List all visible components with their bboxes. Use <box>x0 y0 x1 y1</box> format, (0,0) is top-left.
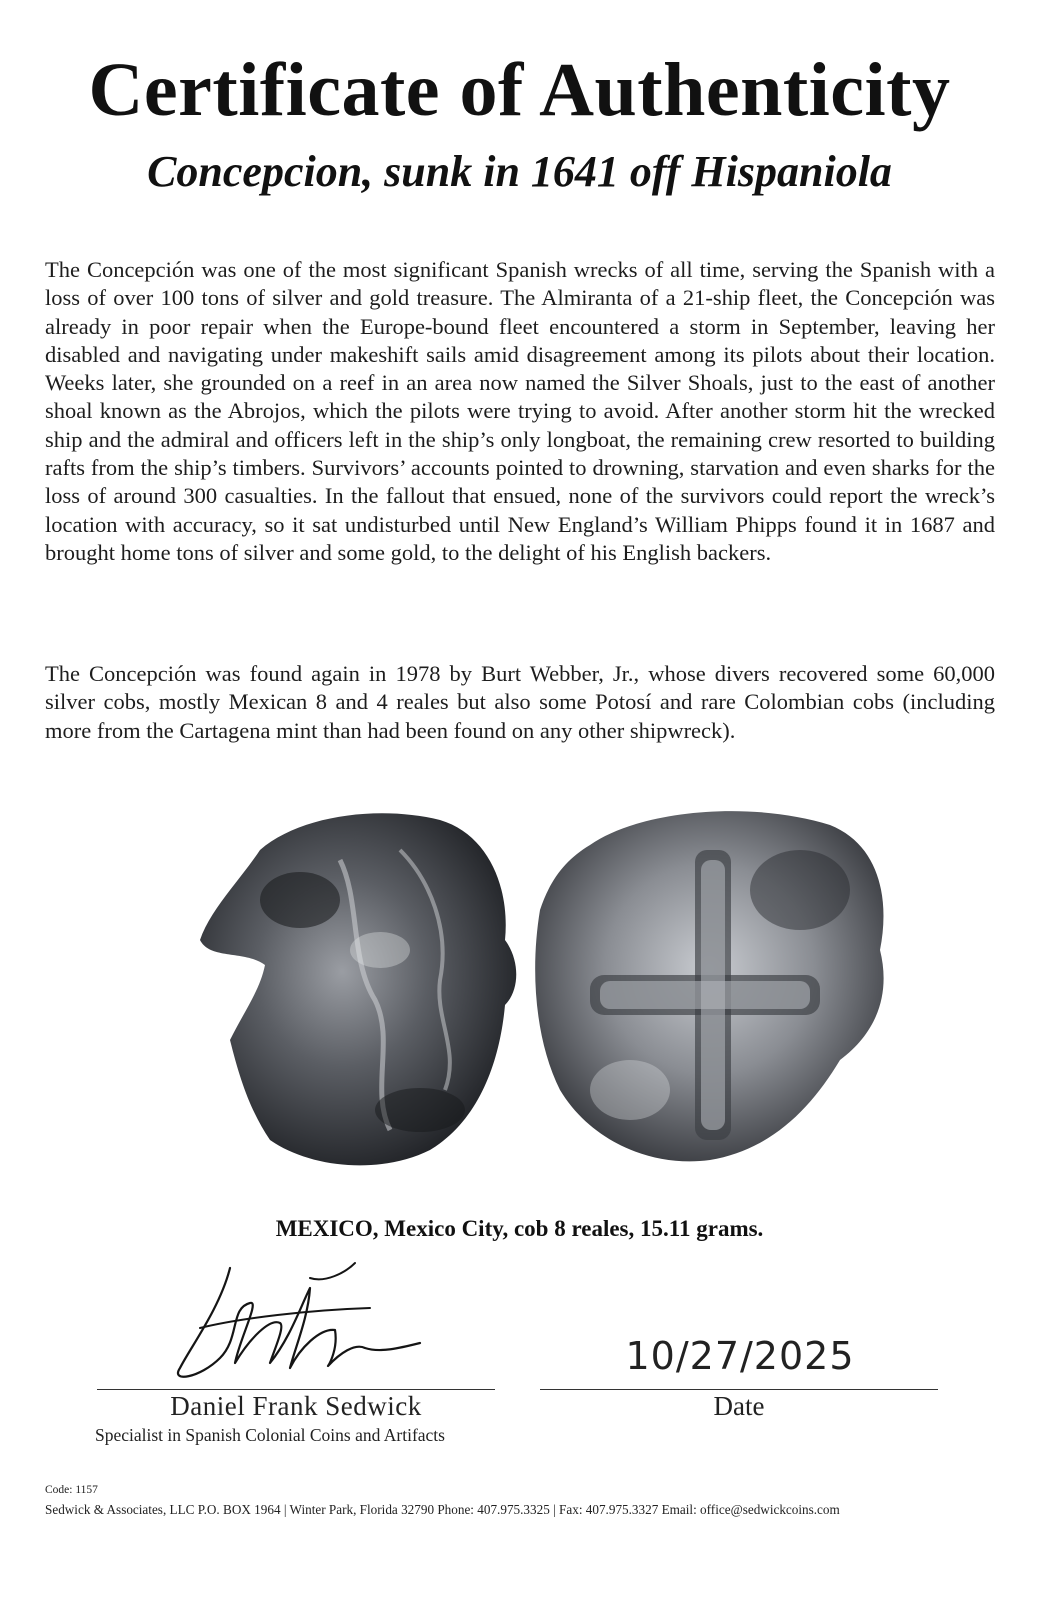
date-line <box>540 1389 938 1390</box>
history-paragraph-1: The Concepción was one of the most significant Spanish wrecks of all time, serving the Spanish with a loss of over 100 tons of silver and gold treasure. The Almiranta of a 21-ship fleet, the Concepción was already in poor repair when the Europe-bound fleet encountered a storm in September, leaving her disabled and navigating under makeshift sails amid disagreement among its pilots about their location. Weeks later, she grounded on a reef in an area now named the Silver Shoals, just to the east of another shoal known as the Abrojos, which the pilots were trying to avoid. After another storm hit the wrecked ship and the admiral and officers left in the ship’s only longboat, the remaining crew resorted to building rafts from the ship’s timbers. Survivors’ accounts pointed to drowning, starvation and even sharks for the loss of around 300 casualties. In the fallout that ensued, none of the survivors could report the wreck’s location with accuracy, so it sat undisturbed until New England’s William Phipps found it in 1687 and brought home tons of silver and some gold, to the delight of his English backers. <box>45 257 995 565</box>
coin-reverse <box>535 811 883 1161</box>
certificate-title: Certificate of Authenticity <box>88 48 951 132</box>
date-label: Date <box>713 1391 765 1421</box>
signature-image <box>160 1248 460 1388</box>
signer-title: Specialist in Spanish Colonial Coins and Artifacts <box>95 1425 445 1445</box>
date-value: 10/27/2025 <box>625 1334 855 1378</box>
history-paragraph-2: The Concepción was found again in 1978 by Burt Webber, Jr., whose divers recovered some 60,000 silver cobs, mostly Mexican 8 and 4 reales but also some Potosí and rare Colombian cobs (including more from the Cartagena mint than had been found on any other shipwreck). <box>45 661 995 743</box>
coin-obverse <box>200 813 516 1165</box>
signer-name: Daniel Frank Sedwick <box>170 1391 422 1421</box>
coin-images <box>190 790 910 1180</box>
certificate-code: Code: 1157 <box>45 1484 98 1496</box>
footer-contact: Sedwick & Associates, LLC P.O. BOX 1964 | Winter Park, Florida 32790 Phone: 407.975.3325 | Fax: 407.975.3327 Email: office@sedwickcoins.com <box>45 1502 840 1517</box>
signature-line <box>97 1389 495 1390</box>
certificate-subtitle: Concepcion, sunk in 1641 off Hispaniola <box>147 147 892 196</box>
coin-description: MEXICO, Mexico City, cob 8 reales, 15.11 grams. <box>275 1216 764 1241</box>
